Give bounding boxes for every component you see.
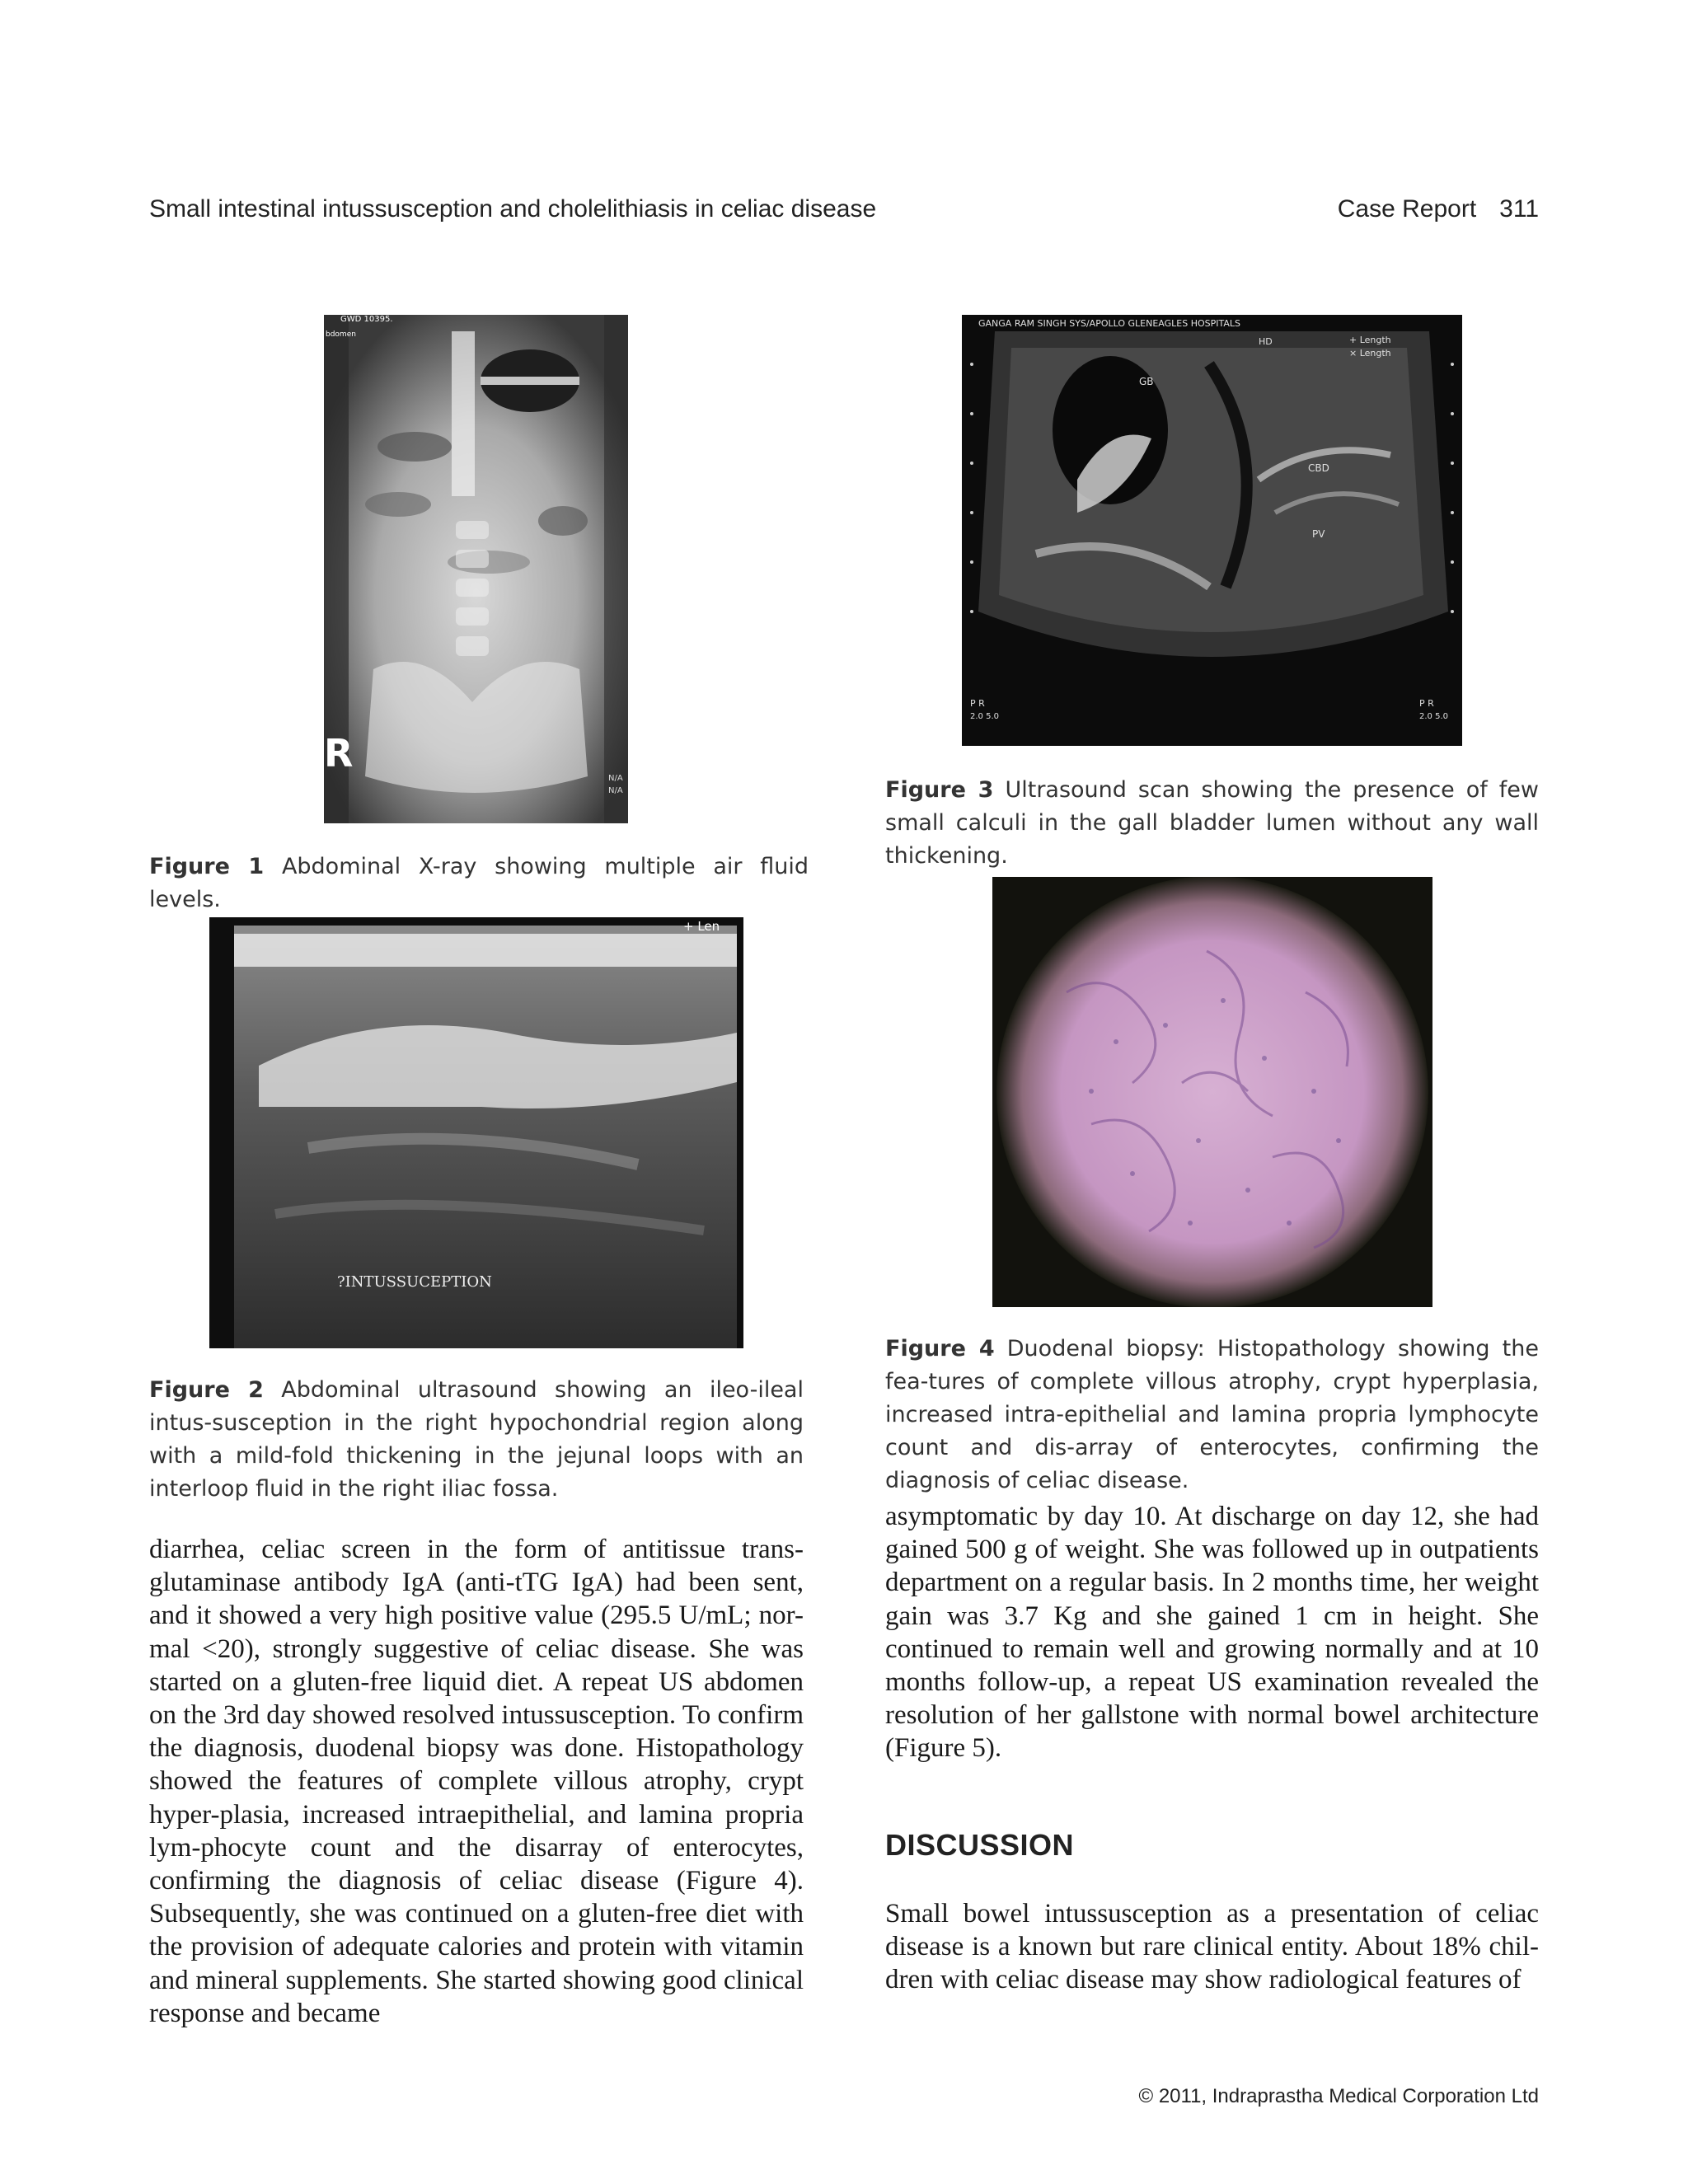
ultrasound-pv-label: PV bbox=[1312, 528, 1325, 540]
ultrasound-hospital-banner: GANGA RAM SINGH SYS/APOLLO GLENEAGLES HOSPITALS bbox=[978, 318, 1240, 329]
discussion-heading: DISCUSSION bbox=[885, 1828, 1075, 1862]
ultrasound-length-1: + Length bbox=[1349, 335, 1391, 345]
figure-4-caption bbox=[885, 1333, 1539, 1497]
figure-2-label: Figure 2 bbox=[149, 1377, 264, 1403]
page-number: 311 bbox=[1499, 195, 1539, 223]
figure-4-caption-text: Duodenal biopsy: Histopathology showing the fea-tures of complete villous atrophy, crypt hyperplasia, increased intra-epithelial and lamina propria lymphocyte count and dis-array of enterocytes, confirming the diagnosis of celiac disease. bbox=[885, 1336, 1539, 1493]
xray-overlay-na2: N/A bbox=[608, 786, 623, 795]
ultrasound-length-2: × Length bbox=[1349, 348, 1391, 359]
figure-1-label: Figure 1 bbox=[149, 854, 265, 879]
ultrasound-gb-graphic bbox=[962, 315, 1462, 746]
figure-2-caption-text: Abdominal ultrasound showing an ileo-ileal intus-susception in the right hypochondrial region along with a mild-fold thickening in the jejunal loops with an interloop fluid in the right iliac fossa. bbox=[149, 1377, 804, 1502]
ultrasound-hd-label: HD bbox=[1259, 336, 1273, 347]
figure-3-label: Figure 3 bbox=[885, 777, 994, 803]
body-paragraph-left: diarrhea, celiac screen in the form of antitissue trans-glutaminase antibody IgA (anti-tTG IgA) had been sent, and it showed a very high positive value (295.5 U/mL; nor-mal <20), strongly suggestive of celiac disease. She was started on a gluten-free liquid diet. A repeat US abdomen on the 3rd day showed resolved intussusception. To confirm the diagnosis, duodenal biopsy was done. Histopathology showed the features of complete villous atrophy, crypt hyper-plasia, increased intraepithelial, and lamina propria lym-phocyte count and the disarray of enterocytes, confirming the diagnosis of celiac disease (Figure 4). Subsequently, she was continued on a gluten-free diet with the provision of adequate calories and protein with vitamin and mineral supplements. She started showing good clinical response and became bbox=[149, 1535, 804, 2028]
xray-side-marker: R bbox=[324, 731, 354, 776]
figure-1-xray-image bbox=[324, 315, 628, 823]
xray-graphic bbox=[324, 315, 628, 823]
section-label: Case Report bbox=[1337, 195, 1477, 223]
ultrasound-annotation-label: ?INTUSSUCEPTION bbox=[337, 1273, 492, 1291]
body-paragraph-right: asymptomatic by day 10. At discharge on day 12, she had gained 500 g of weight. She was followed up in outpatients department on a regular basis. In 2 months time, her weight gain was 3.7 Kg and she gained 1 cm in height. She continued to remain well and growing normally and at 10 months follow-up, a repeat US examination revealed the resolution of her gallstone with normal bowel architecture (Figure 5). bbox=[885, 1502, 1539, 1764]
ultrasound-probe-left-value: 2.0 5.0 bbox=[970, 712, 999, 721]
copyright-footer: © 2011, Indraprastha Medical Corporation Ltd bbox=[1138, 2085, 1539, 2107]
figure-4-histopathology-image bbox=[992, 877, 1432, 1307]
histopathology-graphic bbox=[992, 877, 1432, 1307]
ultrasound-probe-right: P R bbox=[1419, 698, 1434, 709]
xray-overlay-id: GWD 10395. bbox=[340, 315, 393, 324]
ultrasound-probe-right-value: 2.0 5.0 bbox=[1419, 712, 1448, 721]
ultrasound-intussusception-graphic bbox=[209, 917, 743, 1348]
xray-overlay-na1: N/A bbox=[608, 774, 623, 783]
figure-3-ultrasound-image bbox=[962, 315, 1462, 746]
ultrasound-cbd-label: CBD bbox=[1308, 462, 1329, 474]
ultrasound-gb-label: GB bbox=[1139, 376, 1154, 387]
figure-4-label: Figure 4 bbox=[885, 1336, 995, 1361]
figure-2-ultrasound-image bbox=[209, 917, 743, 1348]
ultrasound-probe-left: P R bbox=[970, 698, 985, 709]
xray-overlay-region: bdomen bbox=[326, 330, 356, 339]
figure-1-caption-text: Abdominal X-ray showing multiple air fluid levels. bbox=[149, 854, 809, 912]
ultrasound-length-marker: + Len bbox=[683, 919, 720, 934]
running-section bbox=[1338, 193, 1539, 226]
figure-3-caption-text: Ultrasound scan showing the presence of few small calculi in the gall bladder lumen without any wall thickening. bbox=[885, 777, 1539, 869]
running-title: Small intestinal intussusception and cholelithiasis in celiac disease bbox=[149, 195, 877, 223]
figure-2-caption bbox=[149, 1374, 804, 1506]
figure-1-caption bbox=[149, 851, 809, 916]
discussion-paragraph: Small bowel intussusception as a presentation of celiac disease is a known but rare clinical entity. About 18% chil-dren with celiac disease may show radiological features of bbox=[885, 1899, 1539, 1995]
figure-3-caption bbox=[885, 774, 1539, 873]
